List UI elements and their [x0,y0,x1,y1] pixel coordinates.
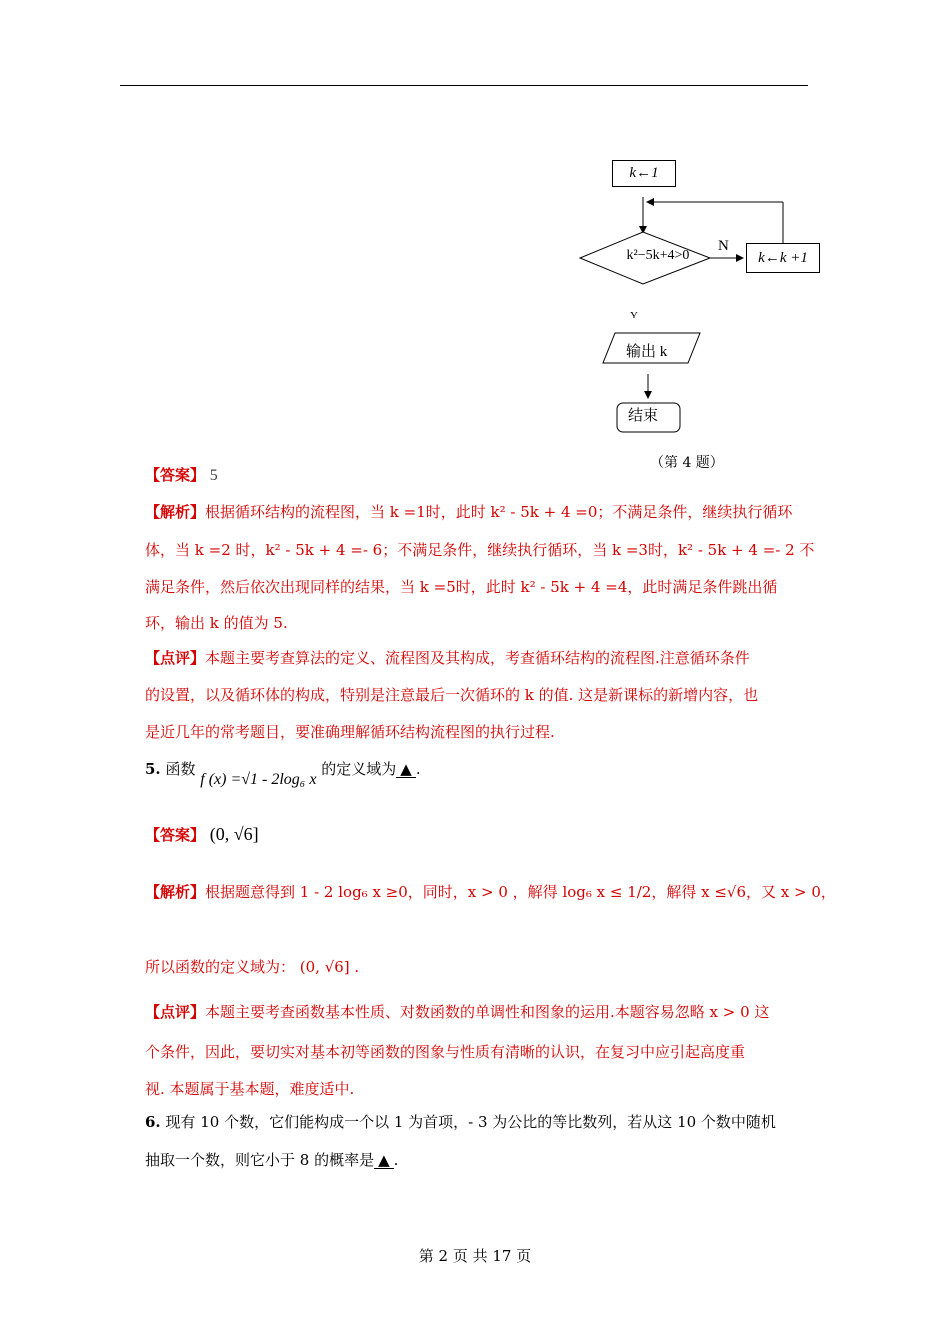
flowchart-no-label: N [718,238,729,254]
flowchart-caption: （第 4 题） [650,455,724,471]
q4-analysis-line-3: 满足条件，然后依次出现同样的结果，当 k =5时，此时 k² - 5k + 4 =4，此时满足条件跳出循 [145,578,778,596]
q5-analysis-text-1: 根据题意得到 1 - 2 log₆ x ≥0，同时，x > 0 ，解得 log₆ x ≤ 1/2，解得 x ≤√6，又 x > 0， [205,883,836,901]
q4-analysis-line-2: 体，当 k =2 时，k² - 5k + 4 =- 6；不满足条件，继续执行循环，当 k =3时，k² - 5k + 4 =- 2 不 [145,541,815,559]
q5-function: f (x) =√1 - 2log₆ x [200,771,317,788]
q5-analysis-line-2: 所以函数的定义域为： (0, √6] . [145,958,360,976]
q5-number: 5. [145,760,161,778]
flowchart-init-text: k←1 [629,165,659,181]
header-rule [120,85,808,86]
flowchart-condition: k²−5k+4>0 [626,248,690,263]
q5-stem-pre: 函数 [165,760,196,778]
flowchart-init-box [612,160,676,187]
q4-comment-line-1 [145,651,750,666]
q5-answer [145,825,259,843]
q6-text-1: 现有 10 个数，它们能构成一个以 1 为首项，- 3 为公比的等比数列，若从这 10 个数中随机 [165,1113,776,1131]
flowchart-lines [570,150,840,450]
q5-answer-value: (0, √6] [209,824,259,844]
q5-end: . [415,760,421,778]
q4-analysis-line-1 [145,505,792,520]
flowchart-yes-label: Y [630,310,638,318]
q4-analysis-tag: 【解析】 [145,503,206,521]
q6-text-2: 抽取一个数，则它小于 8 的概率是 [145,1151,375,1169]
q5-comment-text-1: 本题主要考查函数基本性质、对数函数的单调性和图象的运用.本题容易忽略 x > 0 这 [205,1003,770,1021]
flowchart-update-text: k←k +1 [758,249,808,266]
q5-blank: ▲ [396,762,416,778]
q4-comment-line-3: 是近几年的常考题目，要准确理解循环结构流程图的执行过程. [145,723,555,741]
q5-comment-line-3: 视. 本题属于基本题，难度适中. [145,1080,355,1098]
q4-comment-text-1: 本题主要考查算法的定义、流程图及其构成，考查循环结构的流程图.注意循环条件 [205,649,750,667]
q5-analysis-tag: 【解析】 [145,883,206,901]
q5-stem [145,760,421,788]
q6-blank: ▲ [374,1153,394,1169]
q4-answer-tag: 【答案】 [145,466,206,484]
q6-line-2 [145,1153,398,1169]
flowchart-output: 输出 k [626,344,668,360]
q6-end: . [393,1151,399,1169]
q5-comment-tag: 【点评】 [145,1003,206,1021]
flowchart [570,150,840,450]
q5-stem-post: 的定义域为 [321,760,397,778]
flowchart-end: 结束 [628,408,659,424]
q4-comment-tag: 【点评】 [145,649,206,667]
page-footer: 第 2 页 共 17 页 [418,1247,532,1265]
q5-answer-tag: 【答案】 [145,826,206,844]
q4-answer [145,468,218,484]
q4-comment-line-2: 的设置，以及循环体的构成，特别是注意最后一次循环的 k 的值. 这是新课标的新增内容，也 [145,686,759,704]
q6-line-1 [145,1115,776,1130]
q5-analysis-line-1 [145,885,836,900]
q5-comment-line-2: 个条件，因此，要切实对基本初等函数的图象与性质有清晰的认识，在复习中应引起高度重 [145,1043,746,1061]
q6-number: 6. [145,1113,161,1131]
flowchart-update-box [746,243,820,273]
q4-answer-value: 5 [209,467,218,484]
q5-comment-line-1 [145,1005,769,1020]
q4-analysis-line-4: 环，输出 k 的值为 5. [145,614,288,632]
q4-analysis-text-1: 根据循环结构的流程图，当 k =1时，此时 k² - 5k + 4 =0；不满足条件，继续执行循环 [205,503,793,521]
